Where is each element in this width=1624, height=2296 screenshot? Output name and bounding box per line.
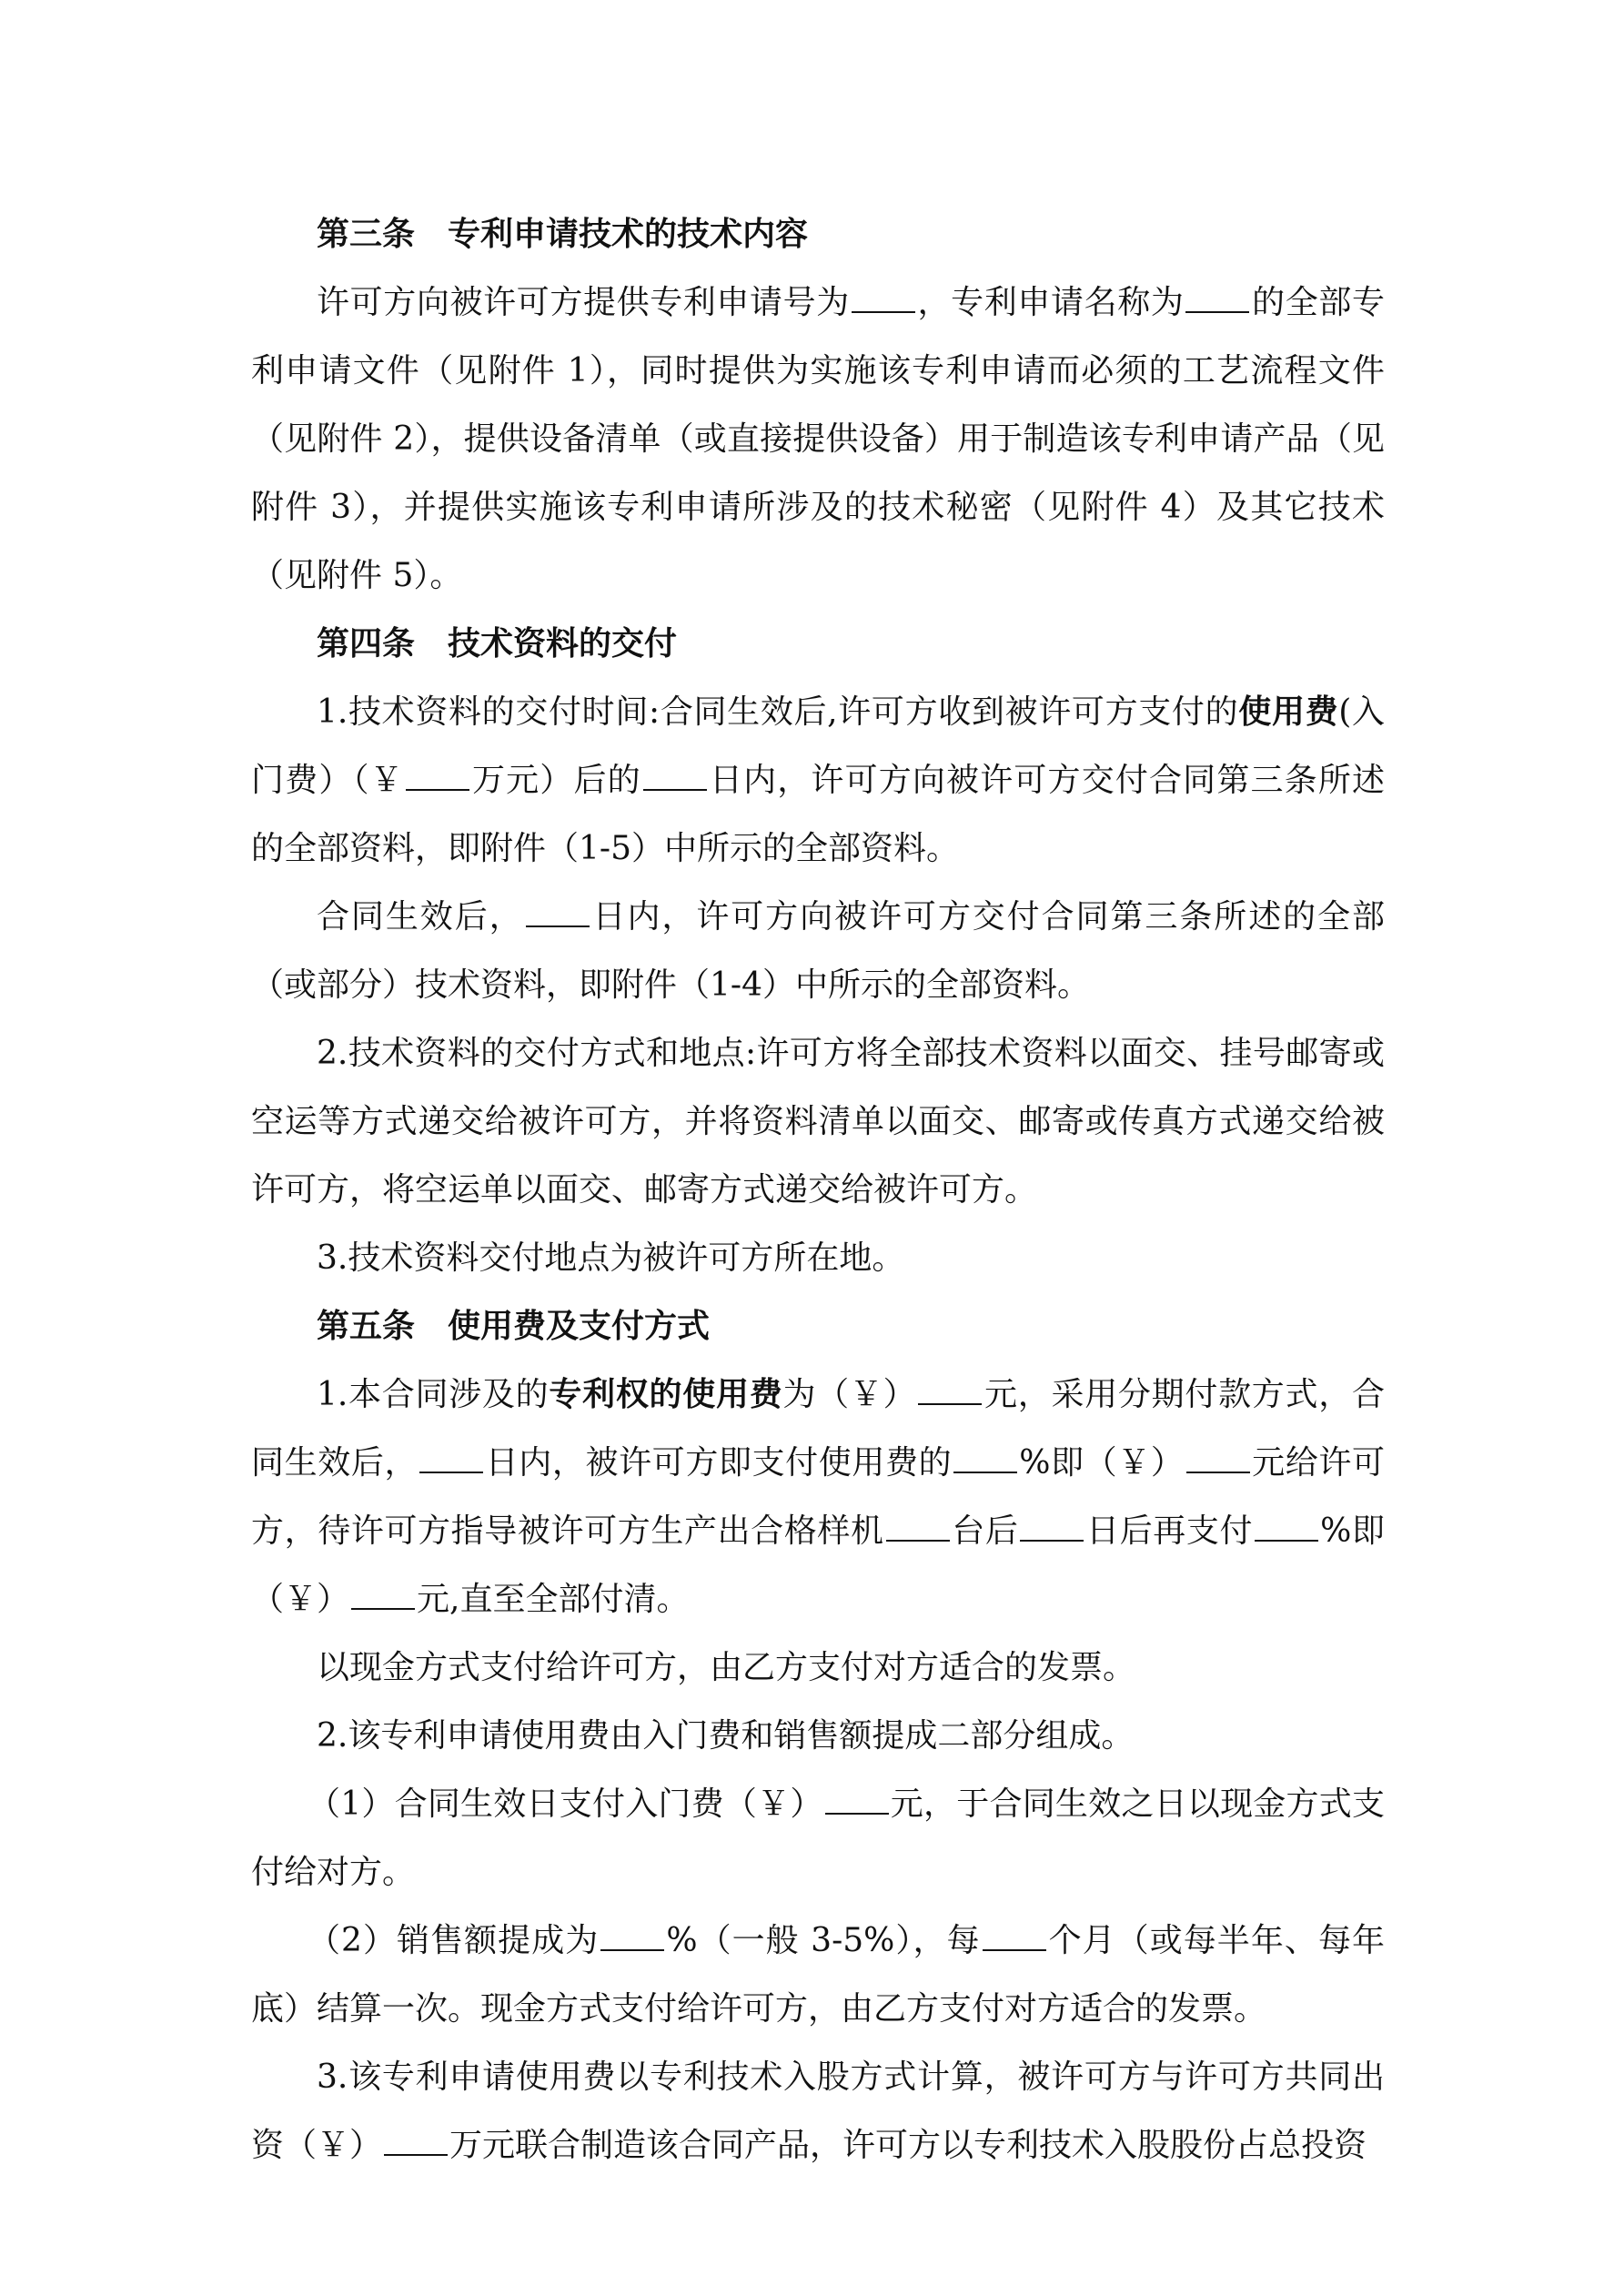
text: 日后再支付 <box>1085 1512 1254 1550</box>
text: 为（￥） <box>782 1376 917 1413</box>
fill-blank[interactable] <box>406 762 469 791</box>
text: 许可方向被许可方提供专利申请号为 <box>317 284 850 321</box>
article-5-title: 使用费及支付方式 <box>448 1307 711 1345</box>
text: %（一般 3-5%），每 <box>666 1922 981 1959</box>
text: 万元）后的 <box>470 762 641 799</box>
text: 元，于合同生效之日以现金方式支付给对方。 <box>251 1785 1385 1891</box>
fill-blank[interactable] <box>886 1512 950 1542</box>
fill-blank[interactable] <box>1186 1444 1250 1473</box>
article-5-paragraph-1 <box>251 1360 1385 1633</box>
article-5-paragraph-2: 以现金方式支付给许可方，由乙方支付对方适合的发票。 <box>317 1649 1136 1686</box>
article-3-paragraph-1 <box>251 268 1385 610</box>
fill-blank[interactable] <box>953 1444 1017 1473</box>
text: 万元联合制造该合同产品，许可方以专利技术入股股份占总投资 <box>449 2127 1367 2164</box>
text: 个月（或每半年、每年底）结算一次。现金方式支付给许可方，由乙方支付对方适合的发票。 <box>251 1922 1385 2028</box>
article-4-number: 第四条 <box>317 624 416 663</box>
article-3-heading <box>251 200 1385 268</box>
text: 的全部专利申请文件（见附件 1），同时提供为实施该专利申请而必须的工艺流程文件（见附件 2），提供设备清单（或直接提供设备）用于制造该专利申请产品（见附件 3），并提供实施该专利申请所涉及的技术秘密（见附件 4）及其它技术（见附件 5）。 <box>251 284 1385 594</box>
fill-blank[interactable] <box>643 762 707 791</box>
fill-blank[interactable] <box>852 284 915 313</box>
article-5-heading <box>251 1292 1385 1360</box>
article-4-paragraph-2 <box>251 883 1385 1019</box>
text: %即（￥） <box>1019 1444 1185 1482</box>
text: 1.本合同涉及的 <box>317 1376 550 1413</box>
fill-blank[interactable] <box>1185 284 1249 313</box>
text: 元给许可方，待许可方指导被许可方生产出合格样机 <box>251 1444 1385 1550</box>
text: 日内，许可方向被许可方交付合同第三条所述的全部（或部分）技术资料，即附件（1-4）中所示的全部资料。 <box>251 898 1385 1004</box>
fill-blank[interactable] <box>1020 1512 1084 1542</box>
text: 合同生效后， <box>317 898 524 936</box>
text: （2）销售额提成为 <box>308 1922 600 1959</box>
fill-blank[interactable] <box>526 898 590 927</box>
article-4-paragraph-1 <box>251 678 1385 883</box>
article-5-paragraph-6 <box>251 2043 1385 2180</box>
fill-blank[interactable] <box>384 2127 448 2156</box>
fill-blank[interactable] <box>1255 1512 1318 1542</box>
article-5-paragraph-4 <box>251 1770 1385 1907</box>
text: (入门费）（￥ <box>251 693 1386 799</box>
text: %即（￥） <box>251 1512 1385 1618</box>
article-3-title: 专利申请技术的技术内容 <box>448 215 809 253</box>
fill-blank[interactable] <box>351 1581 415 1610</box>
article-4-heading <box>251 610 1385 678</box>
bold-text: 专利权的使用费 <box>549 1375 783 1413</box>
bold-text: 使用费 <box>1238 693 1339 731</box>
text: 元，采用分期付款方式，合同生效后， <box>251 1376 1385 1482</box>
article-4-paragraph-4: 3.技术资料交付地点为被许可方所在地。 <box>317 1239 905 1277</box>
text: 1.技术资料的交付时间:合同生效后,许可方收到被许可方支付的 <box>317 693 1239 731</box>
fill-blank[interactable] <box>983 1922 1046 1951</box>
text: （1）合同生效日支付入门费（￥） <box>308 1785 823 1823</box>
document-body <box>251 200 1385 2180</box>
fill-blank[interactable] <box>600 1922 664 1951</box>
article-3-number: 第三条 <box>317 215 416 253</box>
fill-blank[interactable] <box>918 1376 982 1405</box>
text: 元,直至全部付清。 <box>417 1581 690 1618</box>
text: 3.该专利申请使用费以专利技术入股方式计算，被许可方与许可方共同出资（￥） <box>251 2058 1385 2164</box>
text: 日内，许可方向被许可方交付合同第三条所述的全部资料，即附件（1-5）中所示的全部资料。 <box>251 762 1385 867</box>
fill-blank[interactable] <box>419 1444 483 1473</box>
text: ，专利申请名称为 <box>916 284 1185 321</box>
article-5-paragraph-5 <box>251 1907 1385 2043</box>
fill-blank[interactable] <box>825 1785 889 1815</box>
text: 台后 <box>951 1512 1019 1550</box>
text: 日内，被许可方即支付使用费的 <box>485 1444 953 1482</box>
article-5-paragraph-3: 2.该专利申请使用费由入门费和销售额提成二部分组成。 <box>317 1717 1135 1755</box>
article-4-title: 技术资料的交付 <box>448 624 678 663</box>
article-4-paragraph-3: 2.技术资料的交付方式和地点:许可方将全部技术资料以面交、挂号邮寄或空运等方式递交给被许可方，并将资料清单以面交、邮寄或传真方式递交给被许可方，将空运单以面交、邮寄方式递交给被许可方。 <box>251 1035 1385 1209</box>
article-5-number: 第五条 <box>317 1307 416 1345</box>
